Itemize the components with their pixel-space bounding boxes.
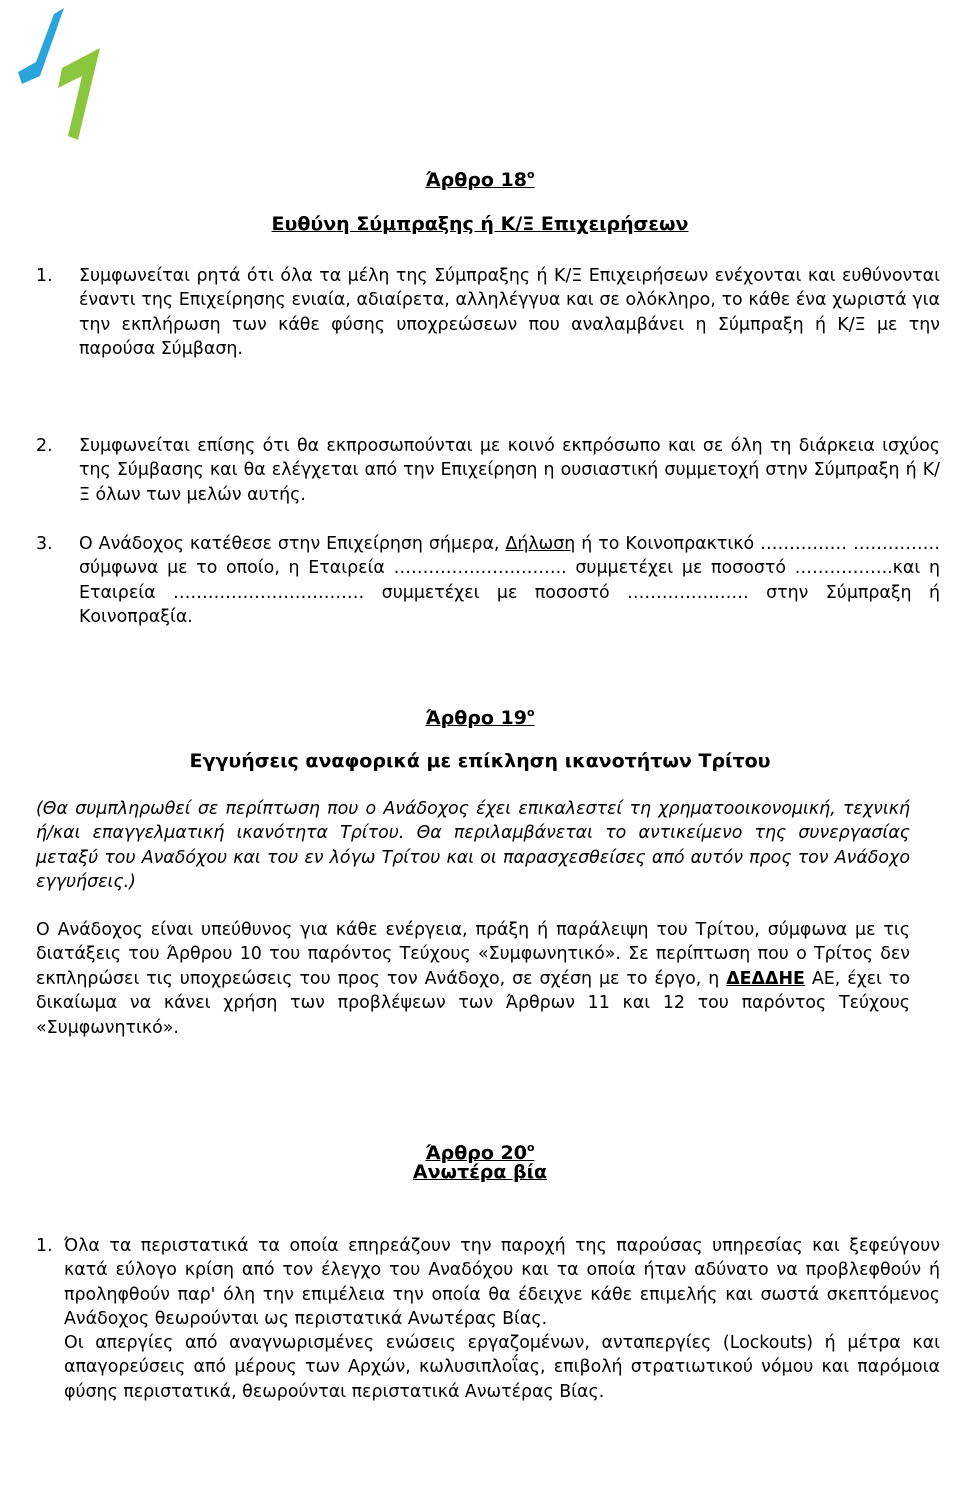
article20-title: Άρθρο $20^o$	[425, 1141, 535, 1164]
article19-subtitle: Εγγυήσεις αναφορικά με επίκληση ικανοτήτων Τρίτου	[189, 750, 771, 772]
logo-green-stroke	[58, 48, 100, 140]
article20-item1-number: 1.	[36, 1236, 53, 1256]
article18-item3-number: 3.	[36, 534, 53, 554]
article18-item2-number: 2.	[36, 436, 53, 456]
article19-body: Ο Ανάδοχος είναι υπεύθυνος για κάθε ενέργεια, πράξη ή παράλειψη του Τρίτου, σύμφωνα με τις διατάξεις του Άρθρου 10 του παρόντος Τεύχους «Συμφωνητικό». Σε περίπτωση που ο Τρίτος δεν εκπληρώσει τις υποχρεώσεις του προς τον Ανάδοχο, σε σχέση με το έργο, η ΔΕΔΔΗΕ ΑΕ, έχει το δικαίωμα να κάνει χρήση των προβλέψεων των Άρθρων 11 και 12 του παρόντος Τεύχους «Συμφωνητικό».	[36, 920, 910, 1038]
dedddie-name: ΔΕΔΔΗΕ	[726, 968, 805, 989]
article18-item1-number: 1.	[36, 266, 53, 286]
logo-blue-stroke	[18, 8, 64, 84]
article18-subtitle: Ευθύνη Σύμπραξης ή Κ/Ξ Επιχειρήσεων	[271, 213, 689, 235]
logo	[18, 8, 100, 140]
article20-item1-continued: Οι απεργίες από αναγνωρισμένες ενώσεις εργαζομένων, ανταπεργίες (Lockouts) ή μέτρα και απαγορεύσεις από μέρους των Αρχών, κωλυσιπλοΐας, επιβολή στρατιωτικού νόμου και παρόμοια φύσης περιστατικά, θεωρούνται περιστατικά Ανωτέρας Βίας.	[64, 1333, 940, 1402]
article20-item1: Όλα τα περιστατικά τα οποία επηρεάζουν την παροχή της παρούσας υπηρεσίας και ξεφεύγουν κατά εύλογο κρίση από τον έλεγχο του Αναδόχου και τα οποία ήταν αδύνατο να προβλεφθούν ή προληφθούν παρ' όλη την επιμέλεια την οποία θα έδειχνε κάθε επιμελής και σωστά σκεπτόμενος Ανάδοχος θεωρούνται ως περιστατικά Ανωτέρας Βίας.	[64, 1236, 940, 1330]
article19-note: (Θα συμπληρωθεί σε περίπτωση που ο Ανάδοχος έχει επικαλεστεί τη χρηματοοικονομική, τεχνική ή/και επαγγελματική ικανότητα Τρίτου. Θα περιλαμβάνεται το αντικείμενο της συνεργασίας μεταξύ του Αναδόχου και του εν λόγω Τρίτου και οι παρασχεσθείσες από αυτόν προς τον Ανάδοχο εγγυήσεις.)	[36, 799, 910, 893]
article18-item2: Συμφωνείται επίσης ότι θα εκπροσωπούνται με κοινό εκπρόσωπο και σε όλη τη διάρκεια ισχύος της Σύμβασης και θα ελέγχεται από την Επιχείρηση η ουσιαστική συμμετοχή στην Σύμπραξη ή Κ/Ξ όλων των μελών αυτής.	[79, 436, 940, 505]
article19-title: Άρθρο $19^o$	[425, 706, 535, 729]
article18-title: Άρθρο $18^o$	[425, 168, 535, 191]
declaration-link-text: Δήλωση	[505, 534, 576, 554]
article18-item1: Συμφωνείται ρητά ότι όλα τα μέλη της Σύμπραξης ή Κ/Ξ Επιχειρήσεων ενέχονται και ευθύνονται έναντι της Επιχείρησης ενιαία, αδιαίρετα, αλληλέγγυα και σε ολόκληρο, το κάθε ένα χωριστά για την εκπλήρωση των κάθε φύσης υποχρεώσεων που αναλαμβάνει η Σύμπραξη ή Κ/Ξ με την παρούσα Σύμβαση.	[79, 266, 940, 360]
article20-subtitle: Ανωτέρα βία	[412, 1161, 548, 1183]
article18-item3: Ο Ανάδοχος κατέθεσε στην Επιχείρηση σήμερα, Δήλωση ή το Κοινοπρακτικό …………… ……………σύμφωνα με το οποίο, η Εταιρεία ………………….…….. συμμετέχει με ποσοστό ……………..και η Εταιρεία …………………………… συμμετέχει με ποσοστό ………………… στην Σύμπραξη ή Κοινοπραξία.	[79, 534, 940, 628]
